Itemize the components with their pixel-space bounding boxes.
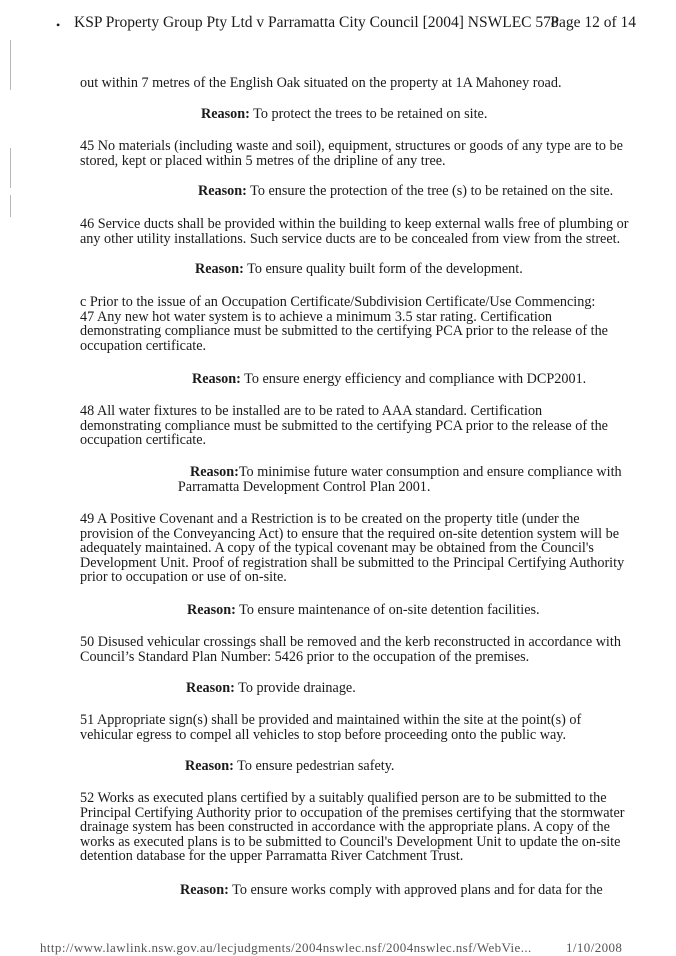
reason-line [195, 262, 523, 277]
condition-45: 45 No materials (including waste and soil), equipment, structures or goods of any type are to be stored, kept or placed within 5 metres of the dripline of any tree. [80, 138, 623, 169]
header-bullet: • [56, 18, 61, 32]
page-footer [40, 940, 640, 956]
condition-50: 50 Disused vehicular crossings shall be removed and the kerb reconstructed in accordance with Council’s Standard Plan Number: 5426 prior to the occupation of the premises. [80, 634, 621, 665]
reason-line [201, 107, 487, 122]
reason-label: Reason: [201, 106, 250, 122]
reason-line [177, 464, 622, 495]
reason-label: Reason: [180, 882, 229, 898]
footer-url[interactable]: http://www.lawlink.nsw.gov.au/lecjudgments/2004nswlec.nsf/2004nswlec.nsf/WebVie... [40, 940, 532, 955]
reason-text: To ensure maintenance of on-site detention facilities. [239, 602, 540, 618]
condition-49: 49 A Positive Covenant and a Restriction is to be created on the property title (under the provision of the Conveyancing Act) to ensure that the required on-site detention system will be adequately maintained. A copy of the typical covenant may be obtained from the Council's Development Unit. Proof of registration shall be submitted to the Principal Certifying Authority prior to occupation or use of on-site. [80, 511, 625, 585]
reason-label: Reason: [195, 261, 244, 277]
footer-date: 1/10/2008 [566, 940, 623, 955]
reason-line [198, 184, 613, 199]
reason-line [180, 883, 603, 898]
reason-text: To provide drainage. [238, 680, 356, 696]
reason-text: To ensure the protection of the tree (s) to be retained on the site. [250, 183, 614, 199]
reason-text: To ensure quality built form of the development. [247, 261, 523, 277]
reason-label: Reason: [198, 183, 247, 199]
reason-text: To minimise future water consumption and ensure compliance with Parramatta Development Control Plan 2001. [177, 464, 622, 495]
condition-52: 52 Works as executed plans certified by a suitably qualified person are to be submitted to the Principal Certifying Authority prior to occupation of the premises certifying that the stormwater drainage system has been constructed in accordance with the appropriate plans. A copy of the works as executed plans is to be submitted to Council's Development Unit to update the on-site detention database for the upper Parramatta River Catchment Trust. [80, 790, 625, 864]
condition-46: 46 Service ducts shall be provided within the building to keep external walls free of plumbing or any other utility installations. Such service ducts are to be concealed from view from the street. [80, 216, 629, 247]
scan-margin-mark [10, 148, 11, 188]
reason-text: To ensure pedestrian safety. [237, 758, 395, 774]
condition-48: 48 All water fixtures to be installed are to be rated to AAA standard. Certification demonstrating compliance must be submitted to the certifying PCA prior to the release of the occupation certificate. [80, 403, 608, 448]
page-number: Page 12 of 14 [550, 14, 636, 31]
reason-label: Reason: [187, 602, 236, 618]
reason-text: To ensure energy efficiency and compliance with DCP2001. [244, 371, 587, 387]
paragraph-continuation: out within 7 metres of the English Oak situated on the property at 1A Mahoney road. [80, 75, 562, 91]
scan-margin-mark [10, 40, 11, 90]
reason-text: To protect the trees to be retained on site. [253, 106, 488, 122]
condition-47: c Prior to the issue of an Occupation Certificate/Subdivision Certificate/Use Commencing: 47 Any new hot water system is to achieve a minimum 3.5 star rating. Certification demonstrating compliance must be submitted to the certifying PCA prior to the release of the occupation certificate. [80, 294, 608, 354]
reason-label: Reason: [186, 680, 235, 696]
reason-line [186, 681, 356, 696]
reason-label: Reason: [185, 758, 234, 774]
reason-text: To ensure works comply with approved plans and for data for the [232, 882, 603, 898]
reason-line [185, 759, 394, 774]
reason-label: Reason: [192, 371, 241, 387]
reason-line [192, 372, 586, 387]
document-title: KSP Property Group Pty Ltd v Parramatta City Council [2004] NSWLEC 578 [74, 14, 559, 31]
scan-margin-mark [10, 195, 11, 217]
reason-line [187, 603, 540, 618]
condition-51: 51 Appropriate sign(s) shall be provided and maintained within the site at the point(s) of vehicular egress to compel all vehicles to stop before proceeding onto the public way. [80, 712, 582, 743]
reason-label: Reason: [190, 464, 239, 480]
